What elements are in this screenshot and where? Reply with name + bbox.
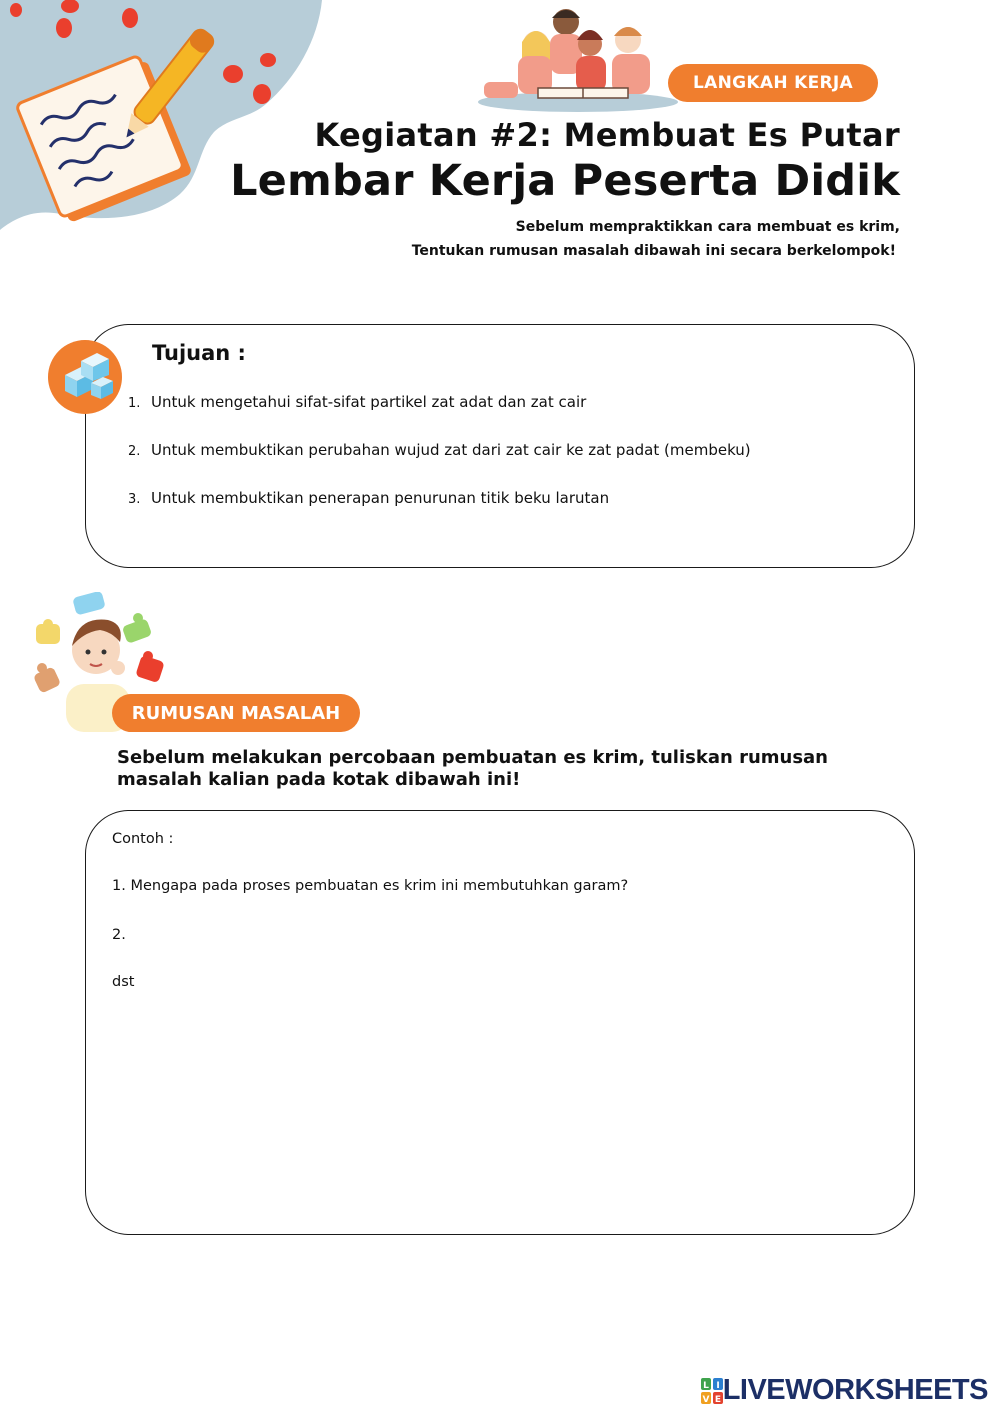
example-line-2: 2. — [112, 927, 126, 943]
tujuan-item-number: 2. — [128, 444, 141, 459]
rumusan-answer-box[interactable] — [85, 810, 915, 1235]
rumusan-masalah-badge: RUMUSAN MASALAH — [112, 694, 360, 732]
example-line-3: dst — [112, 974, 135, 990]
logo-letter: L — [702, 1380, 709, 1391]
logo-letter: V — [702, 1394, 710, 1404]
liveworksheets-brand[interactable]: LIVEWORKSHEETS — [722, 1374, 988, 1406]
tujuan-item-text: Untuk membuktikan penerapan penurunan titik beku larutan — [151, 489, 610, 507]
students-illustration-icon — [478, 4, 688, 112]
logo-letter: E — [714, 1394, 721, 1404]
footer-brand-area — [701, 1374, 988, 1407]
ice-cube-icon — [47, 339, 123, 415]
tujuan-item-number: 1. — [128, 396, 141, 411]
tujuan-item — [128, 393, 586, 411]
example-line-1: 1. Mengapa pada proses pembuatan es krim ini membutuhkan garam? — [112, 878, 629, 894]
activity-subtitle: Kegiatan #2: Membuat Es Putar — [314, 116, 900, 154]
tujuan-title: Tujuan : — [152, 341, 246, 365]
tujuan-item — [128, 441, 751, 459]
tujuan-item-number: 3. — [128, 492, 141, 507]
tujuan-item-text: Untuk mengetahui sifat-sifat partikel zat adat dan zat cair — [151, 393, 587, 411]
intro-line-2: Tentukan rumusan masalah dibawah ini secara berkelompok! — [411, 243, 896, 259]
example-label: Contoh : — [112, 831, 174, 847]
liveworksheets-logo-icon — [701, 1378, 723, 1404]
langkah-kerja-badge: LANGKAH KERJA — [668, 64, 878, 102]
tujuan-item-text: Untuk membuktikan perubahan wujud zat dari zat cair ke zat padat (membeku) — [151, 441, 751, 459]
intro-line-1: Sebelum mempraktikkan cara membuat es krim, — [515, 219, 900, 235]
logo-letter: I — [716, 1380, 720, 1391]
tujuan-item — [128, 489, 609, 507]
page-title: Lembar Kerja Peserta Didik — [230, 156, 900, 206]
rumusan-instruction: Sebelum melakukan percobaan pembuatan es krim, tuliskan rumusan masalah kalian pada kotak dibawah ini! — [117, 747, 828, 790]
